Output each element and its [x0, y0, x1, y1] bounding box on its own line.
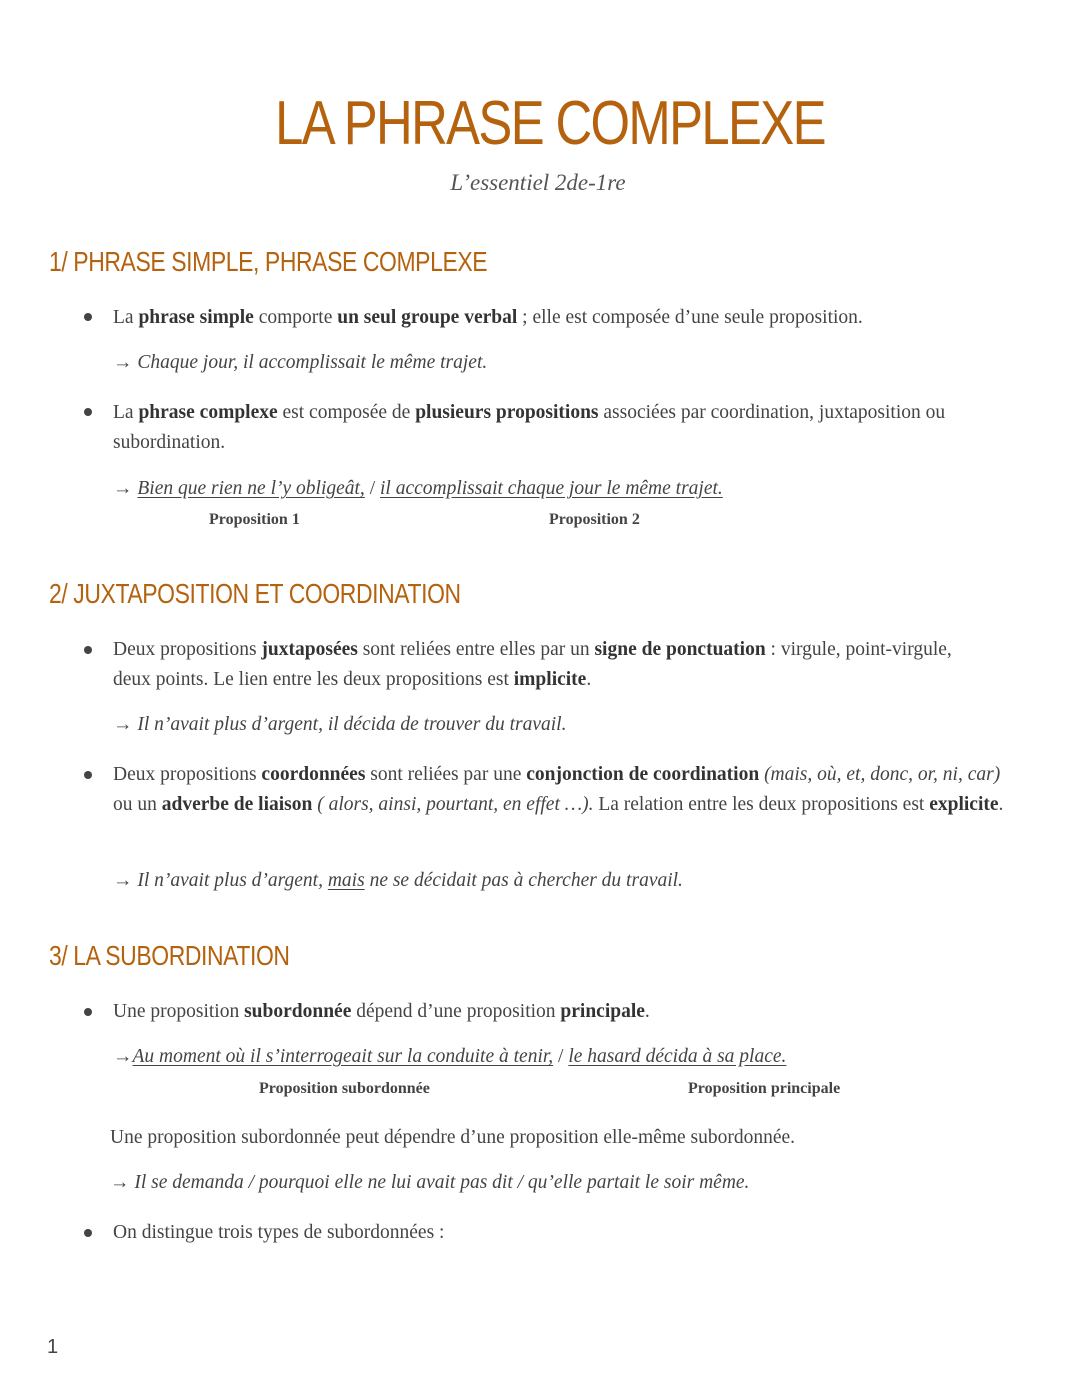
bullet-icon: [84, 646, 92, 654]
proposition-label: Proposition principale: [688, 1080, 841, 1097]
section-1-example-1: → Chaque jour, il accomplissait le même trajet.: [113, 352, 488, 373]
proposition-label: Proposition 1: [209, 511, 300, 528]
bullet-icon: [84, 1229, 92, 1237]
proposition-label: Proposition subordonnée: [259, 1080, 430, 1097]
page-number: 1: [47, 1336, 59, 1358]
proposition-label: Proposition 2: [549, 511, 640, 528]
section-3-bullet-2: On distingue trois types de subordonnées :: [113, 1222, 445, 1243]
section-3-paragraph: Une proposition subordonnée peut dépendre d’une proposition elle-même subordonnée.: [110, 1127, 796, 1148]
arrow-icon: →: [110, 1172, 130, 1193]
section-3-example-2: → Il se demanda / pourquoi elle ne lui avait pas dit / qu’elle partait le soir même.: [110, 1172, 750, 1193]
section-1-bullet-2: La phrase complexe est composée de plusieurs propositions associées par coordination, juxtaposition ou subordination.: [113, 402, 946, 453]
bullet-icon: [84, 1008, 92, 1016]
section-3-example-1: →Au moment où il s’interrogeait sur la conduite à tenir, / le hasard décida à sa place.: [113, 1046, 787, 1067]
section-2-bullet-1: Deux propositions juxtaposées sont reliées entre elles par un signe de ponctuation : virgule, point-virgule, deux points. Le lien entre les deux propositions est implicite.: [113, 639, 952, 690]
section-3-bullet-1: Une proposition subordonnée dépend d’une proposition principale.: [113, 1001, 650, 1022]
section-1-example-2: → Bien que rien ne l’y obligeât, / il accomplissait chaque jour le même trajet.: [113, 478, 723, 499]
arrow-icon: →: [113, 714, 133, 735]
bullet-icon: [84, 313, 92, 321]
arrow-icon: →: [113, 478, 133, 499]
section-heading-1: 1/ PHRASE SIMPLE, PHRASE COMPLEXE: [49, 246, 488, 277]
arrow-icon: →: [113, 870, 133, 891]
section-2-example-1: → Il n’avait plus d’argent, il décida de trouver du travail.: [113, 714, 567, 735]
section-heading-2: 2/ JUXTAPOSITION ET COORDINATION: [49, 578, 461, 609]
section-heading-3: 3/ LA SUBORDINATION: [49, 940, 290, 971]
bullet-icon: [84, 771, 92, 779]
arrow-icon: →: [113, 1046, 133, 1067]
page-title: LA PHRASE COMPLEXE: [275, 89, 825, 158]
bullet-icon: [84, 408, 92, 416]
arrow-icon: →: [113, 352, 133, 373]
section-2-example-2: → Il n’avait plus d’argent, mais ne se décidait pas à chercher du travail.: [113, 870, 683, 891]
page-subtitle: L’essentiel 2de-1re: [450, 170, 626, 195]
section-1-bullet-1: La phrase simple comporte un seul groupe verbal ; elle est composée d’une seule proposition.: [113, 307, 863, 328]
section-2-bullet-2: Deux propositions coordonnées sont reliées par une conjonction de coordination (mais, où, et, donc, or, ni, car) ou un adverbe de liaison ( alors, ainsi, pourtant, en effet …). La relation entre les deux propositions est explicite.: [113, 764, 1004, 815]
